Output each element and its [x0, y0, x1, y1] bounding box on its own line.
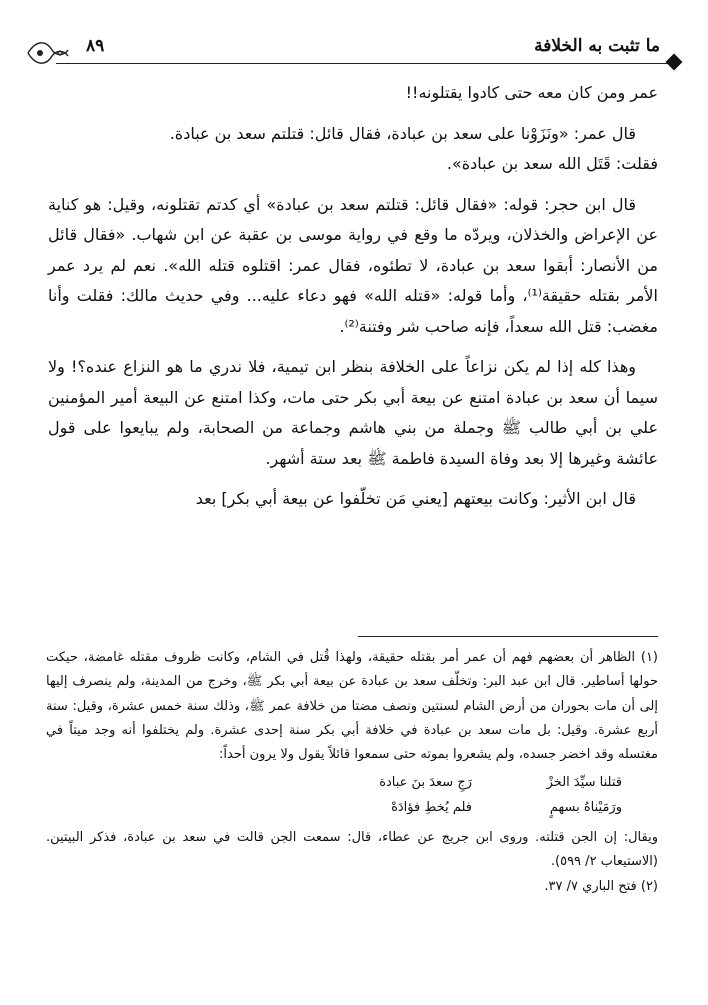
- paragraph: فقلت: قَتَل الله سعد بن عبادة».: [446, 154, 658, 173]
- verse-hemistich: رَجِ سعدَ بنَ عبادة: [379, 775, 472, 791]
- paragraph: وهذا كله إذا لم يكن نزاعاً على الخلافة بنظر ابن تيمية، فلا ندري ما هو النزاع عنده؟! ولا سيما أن سعد بن عبادة امتنع عن بيعة أبي بكر حتى مات، وكذا امتنع عن البيعة أمير المؤمنين علي بن أبي طالب ﷺ وجملة من بني هاشم وجماعة من الصحابة، ولم يبايعوا على قول عائشة وغيرها إلا بعد وفاة السيدة فاطمة ﷺ بعد ستة أشهر.: [48, 357, 658, 468]
- footnote-2: (٢) فتح الباري ٧/ ٣٧.: [544, 878, 658, 894]
- footnote-separator: [358, 636, 658, 637]
- verse-hemistich: ورَمَيْناهُ بسهمٍ: [549, 799, 622, 815]
- verse-hemistich: قتلنا سيِّدَ الخزْ: [546, 775, 622, 791]
- header-rule: [56, 63, 668, 64]
- paragraph: قال ابن الأثير: وكانت بيعتهم [يعني مَن تخلّفوا عن بيعة أبي بكر] بعد: [195, 489, 636, 508]
- footnotes: [46, 646, 658, 899]
- page-number: ٨٩: [86, 36, 105, 56]
- running-header: [26, 30, 682, 70]
- paragraph: قال ابن حجر: قوله: «فقال قائل: قتلتم سعد بن عبادة» أي كدتم تقتلونه، وقيل: هو كناية عن الإعراض والخذلان، ويردّه ما وقع في رواية موسى بن عقبة عن ابن شهاب. «فقال قائل من الأنصار: أبقوا سعد بن عبادة، لا تطئوه، فقال عمر: اقتلوه قتله الله». نعم لم يرد عمر الأمر بقتله حقيقة⁽¹⁾، وأما قوله: «قتله الله» فهو دعاء عليه... وفي حديث مالك: فقلت وأنا مغضب: قتل الله سعداً، فإنه صاحب شر وفتنة⁽²⁾.: [48, 194, 658, 336]
- paragraph: عمر ومن كان معه حتى كادوا يقتلونه!!: [405, 83, 658, 102]
- verse-line: [46, 771, 658, 795]
- running-title: ما تثبت به الخلافة: [534, 36, 660, 56]
- footnote-1: (١) الظاهر أن بعضهم فهم أن عمر أمر بقتله حقيقة، ولهذا قُتل في الشام، وكانت ظروف مقتله غامضة، حيكت حولها أساطير. قال ابن عبد البر: وتخلّف سعد بن عبادة عن بيعة أبي بكر ﷺ، وخرج من المدينة، ولم ينصرف إليها إلى أن مات بحوران من أرض الشام لسنتين ونصف مضتا من خلافة عمر ﷺ، وذلك سنة خمس عشرة، وقيل: سنة أربع عشرة. وقيل: بل مات سعد بن عبادة في خلافة أبي بكر سنة إحدى عشرة. ولم يختلفوا أنه وجد ميتاً في مغتسله وقد اخضر جسده، ولم يشعروا بموته حتى سمعوا قائلاً يقول ولا يرون أحداً:: [46, 650, 658, 763]
- verse-hemistich: فلم يُخطِ فؤادَهْ: [391, 799, 472, 815]
- diamond-ornament: [666, 54, 683, 71]
- verse-line: [46, 796, 658, 820]
- footnote-1-continued: ويقال: إن الجن قتلته. وروى ابن جريج عن عطاء، قال: سمعت الجن قالت في سعد بن عبادة، فذكر البيتين. (الاستيعاب ٢/ ٥٩٩).: [46, 830, 658, 870]
- main-text: [48, 78, 658, 525]
- paragraph: قال عمر: «ونَزَوْنا على سعد بن عبادة، فقال قائل: قتلتم سعد بن عبادة.: [169, 123, 636, 143]
- poem: [46, 771, 658, 820]
